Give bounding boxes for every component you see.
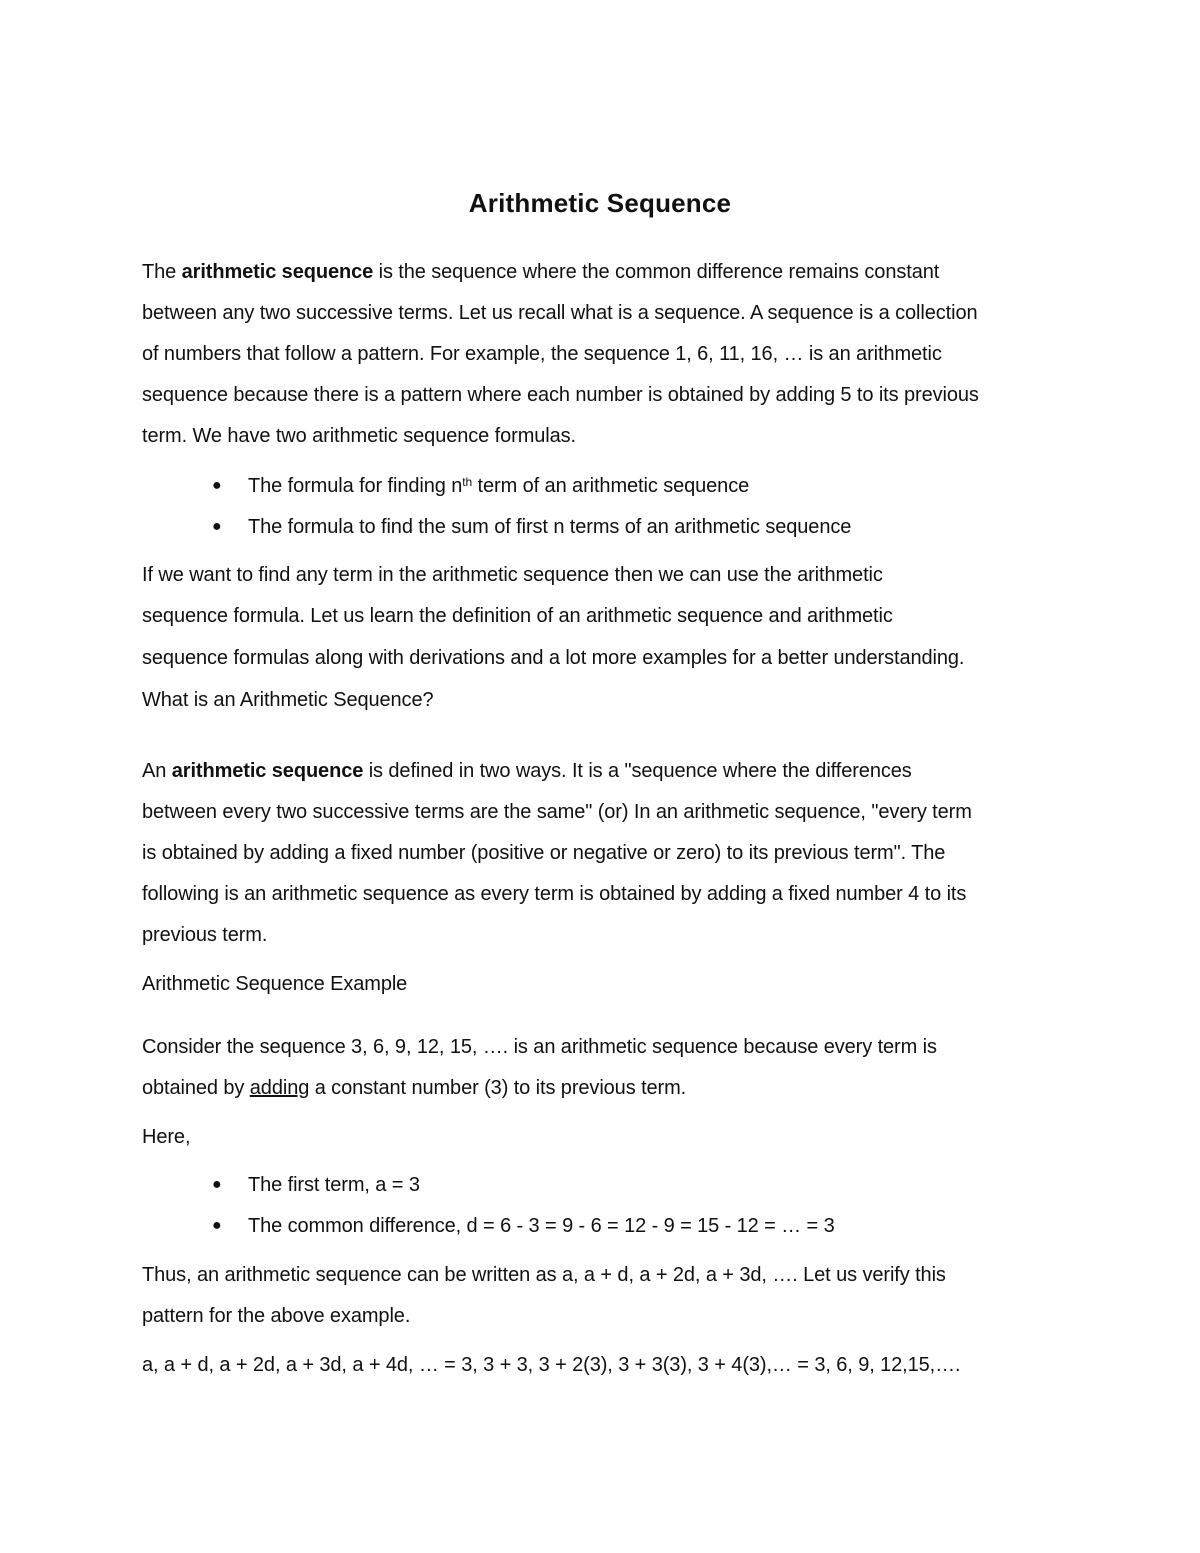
section-heading: What is an Arithmetic Sequence? (142, 689, 434, 711)
final-expansion-line: a, a + d, a + 2d, a + 3d, a + 4d, … = 3, 3 + 3, 3 + 2(3), 3 + 3(3), 3 + 4(3),… = 3, 6, 9, 12,15,…. (142, 1354, 961, 1376)
bold-term: arithmetic sequence (171, 760, 364, 782)
example-line-2 (142, 1076, 686, 1100)
usage-line-2: sequence formula. Let us learn the definition of an arithmetic sequence and arithmetic (142, 605, 893, 627)
bullet-icon: ● (212, 477, 222, 494)
definition-line-2: between every two successive terms are the same" (or) In an arithmetic sequence, "every term (142, 801, 972, 823)
definition-line-5: previous term. (142, 924, 268, 946)
bullet-icon: ● (212, 1217, 222, 1234)
intro-line-4: sequence because there is a pattern where each number is obtained by adding 5 to its previous (142, 384, 979, 406)
list-item-text: The common difference, d = 6 - 3 = 9 - 6 = 12 - 9 = 15 - 12 = … = 3 (248, 1215, 835, 1237)
thus-line-2: pattern for the above example. (142, 1305, 411, 1327)
example-line-1: Consider the sequence 3, 6, 9, 12, 15, …. is an arithmetic sequence because every term is (142, 1036, 937, 1058)
superscript: th (462, 475, 473, 489)
underlined-word: adding (249, 1077, 310, 1099)
list-item-text: The formula to find the sum of first n terms of an arithmetic sequence (248, 516, 852, 538)
text: An (142, 760, 172, 782)
text: term of an arithmetic sequence (472, 475, 750, 497)
text: a constant number (3) to its previous term. (309, 1077, 687, 1099)
intro-line-3: of numbers that follow a pattern. For example, the sequence 1, 6, 11, 16, … is an arithmetic (142, 343, 942, 365)
intro-line-2: between any two successive terms. Let us recall what is a sequence. A sequence is a collection (142, 302, 978, 324)
definition-line-4: following is an arithmetic sequence as every term is obtained by adding a fixed number 4 to its (142, 883, 967, 905)
definition-line-1 (142, 759, 912, 783)
usage-line-1: If we want to find any term in the arithmetic sequence then we can use the arithmetic (142, 564, 883, 586)
text: is defined in two ways. It is a "sequence where the differences (363, 760, 912, 782)
definition-line-3: is obtained by adding a fixed number (positive or negative or zero) to its previous term". The (142, 842, 946, 864)
here-label: Here, (142, 1126, 191, 1148)
text: The formula for finding n (248, 475, 463, 497)
bullet-icon: ● (212, 1176, 222, 1193)
bullet-icon: ● (212, 518, 222, 535)
list-item-text: The first term, a = 3 (248, 1174, 420, 1196)
bold-term: arithmetic sequence (181, 261, 374, 283)
thus-line-1: Thus, an arithmetic sequence can be written as a, a + d, a + 2d, a + 3d, …. Let us verify this (142, 1264, 946, 1286)
text: is the sequence where the common difference remains constant (373, 261, 940, 283)
text: obtained by (142, 1077, 250, 1099)
list-item-text (248, 474, 749, 498)
usage-line-3: sequence formulas along with derivations and a lot more examples for a better understanding. (142, 647, 965, 669)
page-title: Arithmetic Sequence (468, 188, 732, 218)
intro-line-1 (142, 260, 939, 284)
intro-line-5: term. We have two arithmetic sequence formulas. (142, 425, 577, 447)
example-heading: Arithmetic Sequence Example (142, 973, 408, 995)
text: The (142, 261, 182, 283)
